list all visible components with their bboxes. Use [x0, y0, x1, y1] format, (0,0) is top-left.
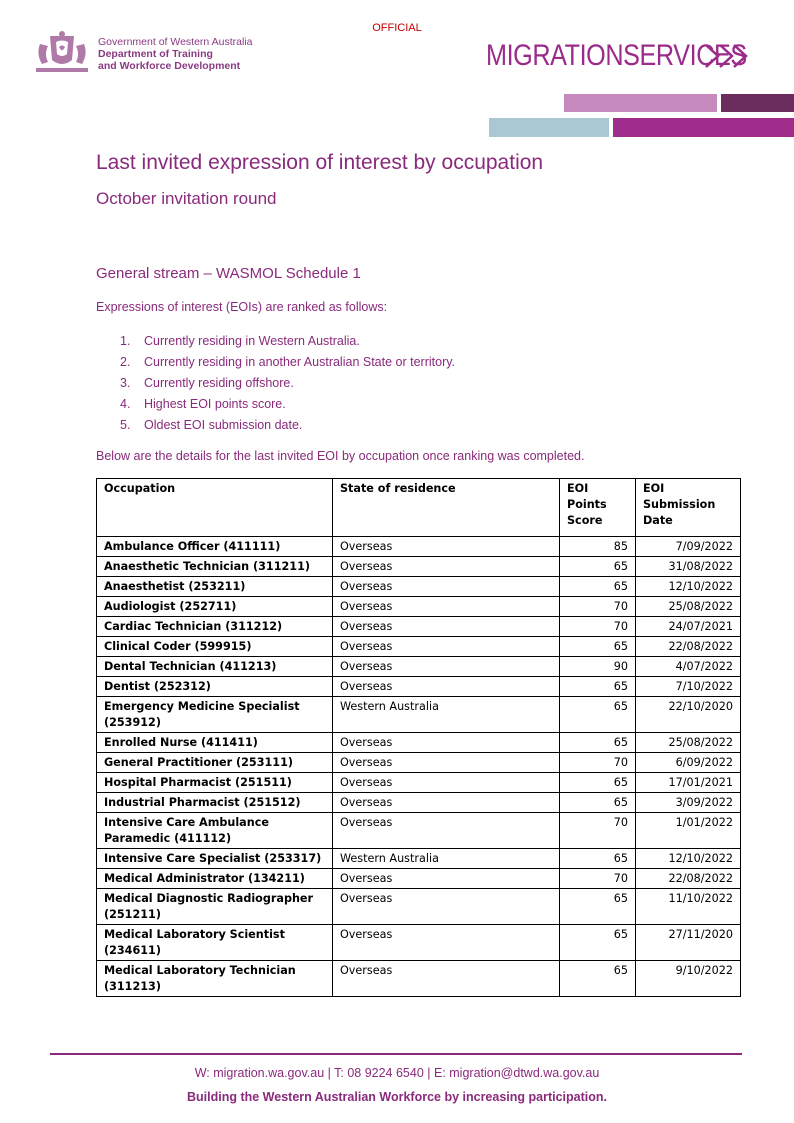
ranking-item: [96, 352, 716, 373]
cell-date: 17/01/2021: [636, 773, 741, 793]
ranking-number: 1.: [120, 334, 131, 348]
cell-occupation: Intensive Care Ambulance Paramedic (411112): [97, 813, 333, 849]
cell-date: 27/11/2020: [636, 925, 741, 961]
ranking-text: Currently residing in Western Australia.: [144, 334, 360, 348]
cell-occupation: Enrolled Nurse (411411): [97, 733, 333, 753]
table-row: [97, 849, 741, 869]
cell-points: 65: [560, 577, 636, 597]
ranking-text: Oldest EOI submission date.: [144, 418, 303, 432]
cell-date: 1/01/2022: [636, 813, 741, 849]
ranking-number: 2.: [120, 355, 131, 369]
cell-state: Overseas: [333, 557, 560, 577]
table-row: [97, 697, 741, 733]
cell-occupation: Hospital Pharmacist (251511): [97, 773, 333, 793]
cell-state: Overseas: [333, 617, 560, 637]
table-row: [97, 961, 741, 997]
cell-points: 65: [560, 925, 636, 961]
cell-occupation: Medical Laboratory Technician (311213): [97, 961, 333, 997]
cell-date: 24/07/2021: [636, 617, 741, 637]
cell-occupation: Industrial Pharmacist (251512): [97, 793, 333, 813]
table-row: [97, 793, 741, 813]
ranking-number: 4.: [120, 397, 131, 411]
ranking-text: Currently residing in another Australian State or territory.: [144, 355, 456, 369]
cell-occupation: Intensive Care Specialist (253317): [97, 849, 333, 869]
cell-occupation: General Practitioner (253111): [97, 753, 333, 773]
cell-date: 22/10/2020: [636, 697, 741, 733]
decor-bar-blue: [489, 118, 609, 137]
cell-state: Overseas: [333, 597, 560, 617]
table-row: [97, 677, 741, 697]
cell-occupation: Medical Administrator (134211): [97, 869, 333, 889]
cell-points: 65: [560, 557, 636, 577]
section-heading: General stream – WASMOL Schedule 1: [96, 265, 361, 282]
header-occupation: Occupation: [97, 479, 333, 537]
cell-occupation: Anaesthetic Technician (311211): [97, 557, 333, 577]
chevron-arrows-icon: [702, 42, 762, 70]
table-row: [97, 557, 741, 577]
cell-points: 65: [560, 637, 636, 657]
header-state: State of residence: [333, 479, 560, 537]
cell-occupation: Ambulance Officer (411111): [97, 537, 333, 557]
header-date: EOI Submission Date: [636, 479, 741, 537]
footer-divider: [50, 1053, 742, 1055]
cell-points: 70: [560, 617, 636, 637]
table-row: [97, 637, 741, 657]
cell-state: Overseas: [333, 773, 560, 793]
table-row: [97, 925, 741, 961]
gov-logo-line1: Government of Western Australia: [98, 36, 253, 48]
table-row: [97, 657, 741, 677]
cell-points: 65: [560, 773, 636, 793]
cell-occupation: Medical Laboratory Scientist (234611): [97, 925, 333, 961]
cell-state: Overseas: [333, 889, 560, 925]
cell-date: 9/10/2022: [636, 961, 741, 997]
cell-points: 90: [560, 657, 636, 677]
migration-services-logo: [486, 36, 766, 76]
cell-points: 70: [560, 869, 636, 889]
cell-state: Overseas: [333, 925, 560, 961]
header-points: EOI Points Score: [560, 479, 636, 537]
coat-of-arms-icon: [32, 30, 92, 76]
cell-occupation: Medical Diagnostic Radiographer (251211): [97, 889, 333, 925]
cell-occupation: Cardiac Technician (311212): [97, 617, 333, 637]
migration-services-wordmark: MIGRATIONSERVICES: [486, 39, 747, 72]
cell-occupation: Anaesthetist (253211): [97, 577, 333, 597]
ranking-item: [96, 373, 716, 394]
table-row: [97, 577, 741, 597]
gov-logo-line3: and Workforce Development: [98, 60, 241, 72]
cell-state: Overseas: [333, 733, 560, 753]
cell-state: Overseas: [333, 657, 560, 677]
cell-state: Western Australia: [333, 849, 560, 869]
table-row: [97, 537, 741, 557]
cell-points: 70: [560, 753, 636, 773]
cell-state: Overseas: [333, 793, 560, 813]
cell-state: Overseas: [333, 577, 560, 597]
cell-date: 25/08/2022: [636, 597, 741, 617]
cell-date: 31/08/2022: [636, 557, 741, 577]
cell-date: 12/10/2022: [636, 577, 741, 597]
cell-occupation: Dentist (252312): [97, 677, 333, 697]
ranking-text: Highest EOI points score.: [144, 397, 286, 411]
decor-bar-plum: [721, 94, 794, 112]
table-header-row: [97, 479, 741, 537]
cell-points: 70: [560, 597, 636, 617]
ranking-number: 5.: [120, 418, 131, 432]
table-row: [97, 617, 741, 637]
cell-points: 70: [560, 813, 636, 849]
table-intro: Below are the details for the last invited EOI by occupation once ranking was completed.: [96, 449, 585, 463]
cell-points: 65: [560, 961, 636, 997]
cell-state: Overseas: [333, 813, 560, 849]
cell-date: 12/10/2022: [636, 849, 741, 869]
ranking-item: [96, 331, 716, 352]
table-row: [97, 773, 741, 793]
table-row: [97, 597, 741, 617]
cell-state: Overseas: [333, 677, 560, 697]
table-row: [97, 753, 741, 773]
cell-points: 65: [560, 889, 636, 925]
cell-points: 65: [560, 677, 636, 697]
cell-occupation: Dental Technician (411213): [97, 657, 333, 677]
cell-state: Overseas: [333, 961, 560, 997]
eoi-table: [96, 478, 741, 997]
cell-date: 6/09/2022: [636, 753, 741, 773]
cell-date: 25/08/2022: [636, 733, 741, 753]
ranking-list: [96, 331, 716, 436]
cell-points: 65: [560, 793, 636, 813]
page-title: Last invited expression of interest by occupation: [96, 151, 544, 174]
table-row: [97, 733, 741, 753]
ranking-item: [96, 394, 716, 415]
classification-label: OFFICIAL: [372, 22, 422, 34]
cell-date: 3/09/2022: [636, 793, 741, 813]
ranking-number: 3.: [120, 376, 131, 390]
cell-occupation: Clinical Coder (599915): [97, 637, 333, 657]
cell-date: 4/07/2022: [636, 657, 741, 677]
cell-state: Overseas: [333, 637, 560, 657]
footer-contact: W: migration.wa.gov.au | T: 08 9224 6540 | E: migration@dtwd.wa.gov.au: [194, 1066, 600, 1080]
cell-state: Overseas: [333, 869, 560, 889]
cell-date: 22/08/2022: [636, 869, 741, 889]
cell-points: 65: [560, 733, 636, 753]
cell-occupation: Emergency Medicine Specialist (253912): [97, 697, 333, 733]
table-row: [97, 889, 741, 925]
cell-date: 7/10/2022: [636, 677, 741, 697]
government-logo: [32, 30, 302, 78]
cell-date: 11/10/2022: [636, 889, 741, 925]
cell-points: 65: [560, 849, 636, 869]
cell-state: Western Australia: [333, 697, 560, 733]
gov-logo-line2: Department of Training: [98, 48, 213, 60]
ranking-intro: Expressions of interest (EOIs) are ranked as follows:: [96, 300, 388, 314]
decor-bar-magenta: [613, 118, 794, 137]
cell-state: Overseas: [333, 753, 560, 773]
table-row: [97, 869, 741, 889]
page-subtitle: October invitation round: [96, 189, 277, 208]
footer-tagline: Building the Western Australian Workforce by increasing participation.: [187, 1090, 607, 1104]
cell-state: Overseas: [333, 537, 560, 557]
cell-points: 65: [560, 697, 636, 733]
cell-date: 22/08/2022: [636, 637, 741, 657]
ranking-text: Currently residing offshore.: [144, 376, 294, 390]
ranking-item: [96, 415, 716, 436]
cell-date: 7/09/2022: [636, 537, 741, 557]
cell-occupation: Audiologist (252711): [97, 597, 333, 617]
decor-bar-pink: [564, 94, 717, 112]
cell-points: 85: [560, 537, 636, 557]
table-row: [97, 813, 741, 849]
